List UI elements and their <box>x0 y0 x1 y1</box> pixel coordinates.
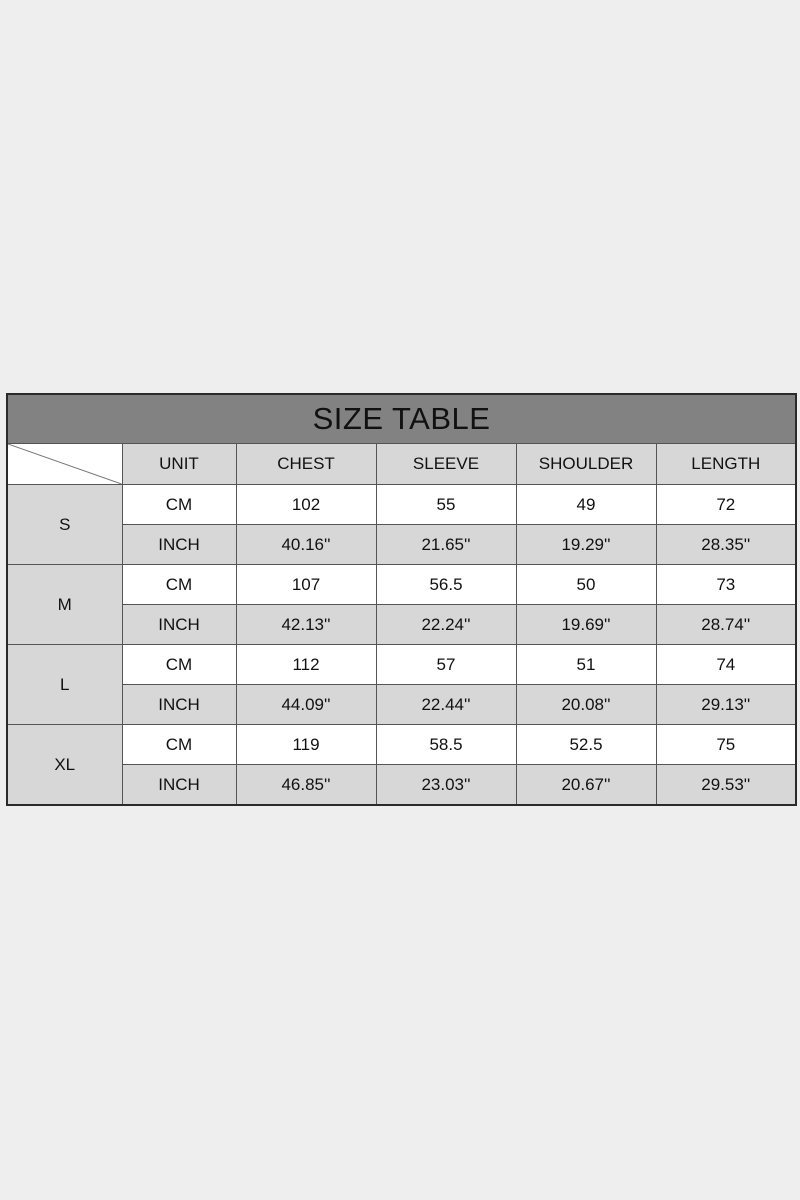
unit-cell: CM <box>122 725 236 765</box>
sleeve-cell: 55 <box>376 485 516 525</box>
shoulder-cell: 50 <box>516 565 656 605</box>
sleeve-cell: 57 <box>376 645 516 685</box>
sleeve-cell: 22.44'' <box>376 685 516 725</box>
table-row <box>7 765 796 806</box>
size-table <box>6 393 797 806</box>
table-title: SIZE TABLE <box>7 394 796 444</box>
table-row <box>7 725 796 765</box>
size-label: M <box>7 565 122 645</box>
diagonal-divider <box>8 444 122 484</box>
length-cell: 73 <box>656 565 796 605</box>
length-cell: 74 <box>656 645 796 685</box>
table-row <box>7 685 796 725</box>
header-chest: CHEST <box>236 444 376 485</box>
header-length: LENGTH <box>656 444 796 485</box>
length-cell: 29.13'' <box>656 685 796 725</box>
shoulder-cell: 20.67'' <box>516 765 656 806</box>
chest-cell: 107 <box>236 565 376 605</box>
header-shoulder: SHOULDER <box>516 444 656 485</box>
unit-cell: INCH <box>122 605 236 645</box>
table-row <box>7 525 796 565</box>
table-row <box>7 605 796 645</box>
length-cell: 28.74'' <box>656 605 796 645</box>
table-row <box>7 485 796 525</box>
chest-cell: 42.13'' <box>236 605 376 645</box>
chest-cell: 119 <box>236 725 376 765</box>
shoulder-cell: 19.29'' <box>516 525 656 565</box>
sleeve-cell: 21.65'' <box>376 525 516 565</box>
chest-cell: 46.85'' <box>236 765 376 806</box>
length-cell: 28.35'' <box>656 525 796 565</box>
header-row <box>7 444 796 485</box>
chest-cell: 40.16'' <box>236 525 376 565</box>
size-label: L <box>7 645 122 725</box>
unit-cell: CM <box>122 565 236 605</box>
length-cell: 72 <box>656 485 796 525</box>
shoulder-cell: 52.5 <box>516 725 656 765</box>
header-sleeve: SLEEVE <box>376 444 516 485</box>
size-label: XL <box>7 725 122 806</box>
sleeve-cell: 56.5 <box>376 565 516 605</box>
shoulder-cell: 19.69'' <box>516 605 656 645</box>
unit-cell: INCH <box>122 685 236 725</box>
table-row <box>7 645 796 685</box>
length-cell: 75 <box>656 725 796 765</box>
size-label: S <box>7 485 122 565</box>
title-row <box>7 394 796 444</box>
chest-cell: 102 <box>236 485 376 525</box>
length-cell: 29.53'' <box>656 765 796 806</box>
unit-cell: INCH <box>122 765 236 806</box>
unit-cell: CM <box>122 485 236 525</box>
table-row <box>7 565 796 605</box>
shoulder-cell: 20.08'' <box>516 685 656 725</box>
sleeve-cell: 23.03'' <box>376 765 516 806</box>
unit-cell: INCH <box>122 525 236 565</box>
chest-cell: 112 <box>236 645 376 685</box>
chest-cell: 44.09'' <box>236 685 376 725</box>
sleeve-cell: 22.24'' <box>376 605 516 645</box>
header-unit: UNIT <box>122 444 236 485</box>
shoulder-cell: 49 <box>516 485 656 525</box>
sleeve-cell: 58.5 <box>376 725 516 765</box>
unit-cell: CM <box>122 645 236 685</box>
shoulder-cell: 51 <box>516 645 656 685</box>
corner-cell <box>7 444 122 485</box>
